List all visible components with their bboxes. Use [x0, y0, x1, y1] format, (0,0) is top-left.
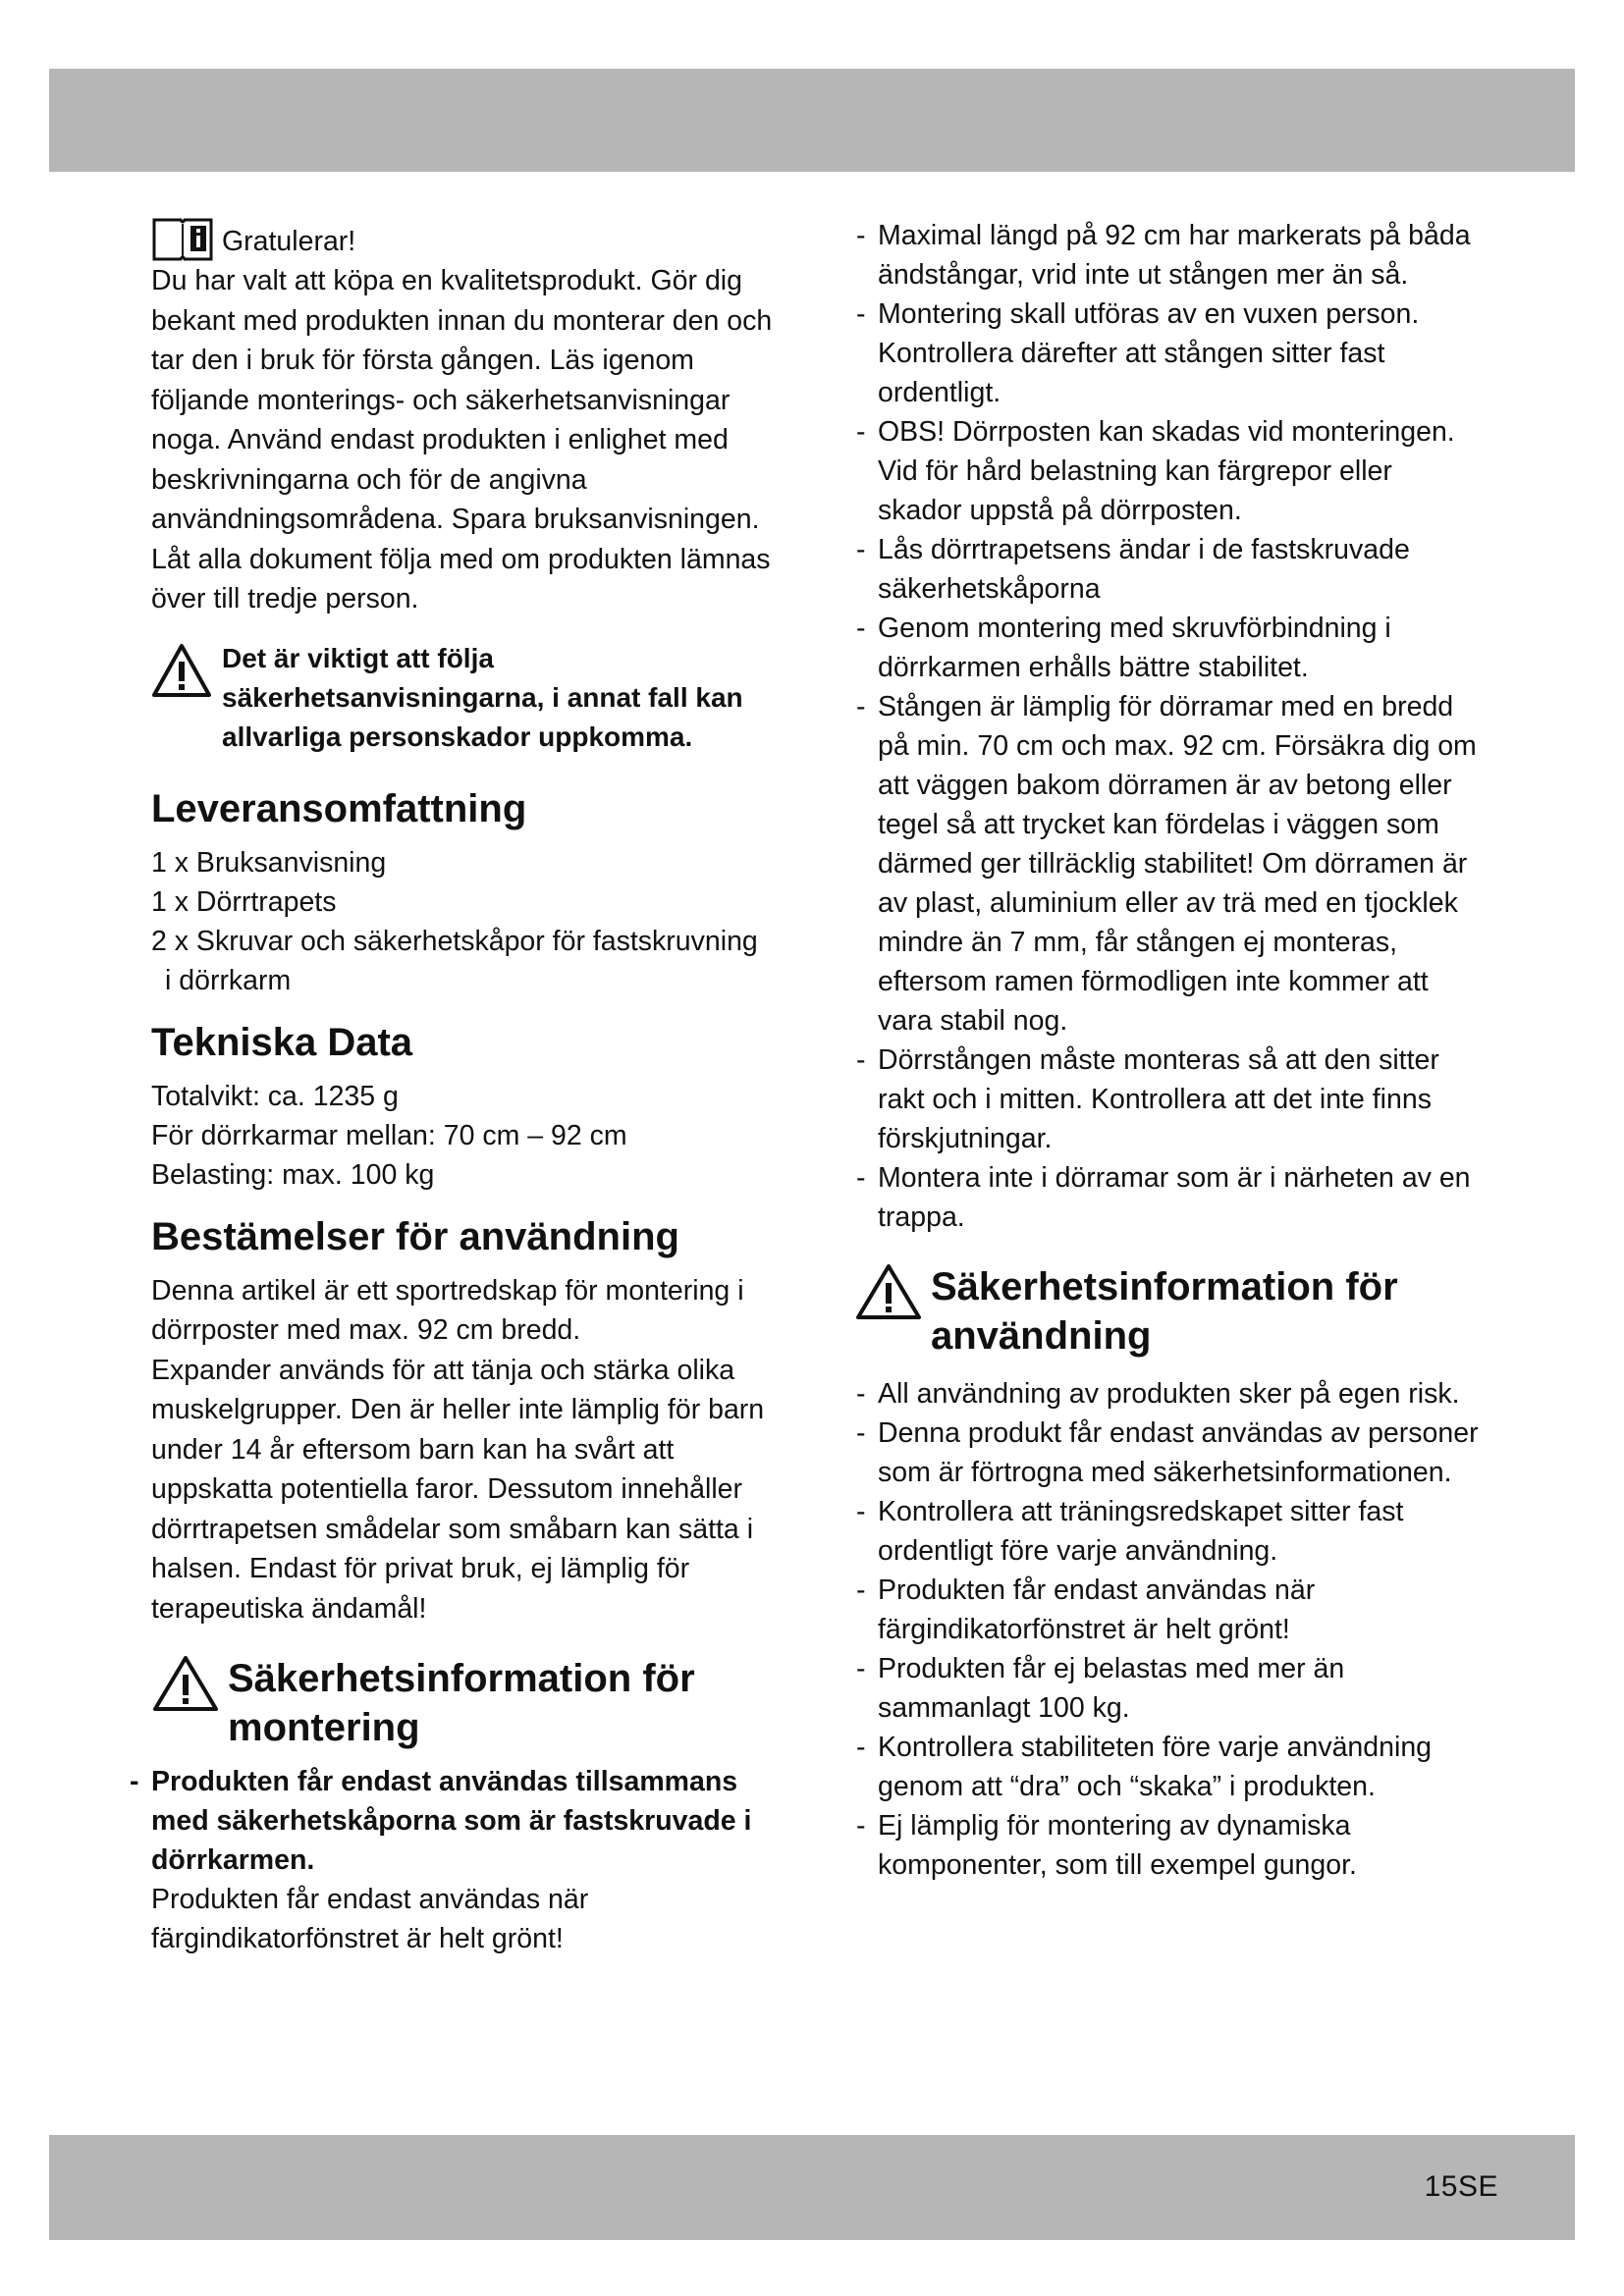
safety-warning [151, 639, 780, 757]
list-item: - Stången är lämplig för dörramar med en bredd på min. 70 cm och max. 92 cm. Försäkra dig om att väggen bakom dörramen är av betong eller tegel så att trycket kan fördelas i väggen som därmed ger tillräcklig stabilitet! Om dörramen är av plast, aluminium eller av trä med en tjocklek mindre än 7 mm, får stången ej monteras, eftersom ramen förmodligen inte kommer att vara stabil nog. [854, 687, 1483, 1041]
delivery-item: 1 x Dörrtrapets [151, 885, 337, 918]
usage-safety-title: Säkerhetsinformation för användning [931, 1265, 1398, 1358]
delivery-item: i dörrkarm [165, 964, 292, 996]
usage-paragraph-2: Expander används för att tänja och stärka olika muskelgrupper. Den är heller inte lämplig för barn under 14 år eftersom barn kan ha svårt att uppskatta potentiella faror. Dessutom innehåller dörrtrapetsen smådelar som småbarn kan sätta i halsen. Endast för privat bruk, ej lämplig för terapeutiska ändamål! [151, 1354, 765, 1625]
list-item: - Maximal längd på 92 cm har markerats på båda ändstångar, vrid inte ut stången mer än så. [854, 216, 1483, 294]
list-item: - Dörrstången måste monteras så att den sitter rakt och i mitten. Kontrollera att det inte finns förskjutningar. [854, 1041, 1483, 1158]
intro-paragraph: Du har valt att köpa en kvalitetsprodukt. Gör dig bekant med produkten innan du monterar den och tar den i bruk för första gången. Läs igenom följande monterings- och säkerhetsanvisningar noga. Använd endast produkten i enlighet med beskrivningarna och för de angivna användningsområdena. Spara bruksanvisningen. [151, 265, 773, 535]
footer-band [49, 2135, 1575, 2240]
tech-data [151, 1077, 780, 1195]
tech-line: För dörrkarmar mellan: 70 cm – 92 cm [151, 1119, 627, 1151]
list-item: - Produkten får ej belastas med mer än sammanlagt 100 kg. [854, 1649, 1483, 1728]
header-band [49, 69, 1575, 172]
list-item: - All användning av produkten sker på egen risk. [854, 1374, 1483, 1414]
intro-paragraph-2: Låt alla dokument följa med om produkten lämnas över till tredje person. [151, 543, 771, 614]
list-item: - OBS! Dörrposten kan skadas vid monteringen. Vid för hård belastning kan färgrepor eller skador uppstå på dörrposten. [854, 412, 1483, 530]
delivery-list [151, 843, 780, 1000]
list-item: - Kontrollera stabiliteten före varje användning genom att “dra” och “skaka” i produkten. [854, 1728, 1483, 1806]
list-item: - Ej lämplig för montering av dynamiska komponenter, som till exempel gungor. [854, 1806, 1483, 1885]
list-item: - Produkten får endast användas när färgindikatorfönstret är helt grönt! [854, 1571, 1483, 1649]
usage-safety-list [854, 1374, 1483, 1885]
list-item: - Genom montering med skruvförbindning i dörrkarmen erhålls bättre stabilitet. [854, 609, 1483, 687]
right-column [854, 216, 1483, 1885]
mounting-safety-heading [151, 1654, 780, 1752]
warning-icon [854, 1262, 923, 1321]
list-item: - Denna produkt får endast användas av personer som är förtrogna med säkerhetsinformationen. [854, 1414, 1483, 1492]
usage-paragraph-1: Denna artikel är ett sportredskap för montering i dörrposter med max. 92 cm bredd. [151, 1274, 744, 1346]
intro-title: Gratulerar! [222, 225, 356, 257]
warning-icon [151, 643, 212, 698]
mounting-safety-subtext: Produkten får endast användas när färgindikatorfönstret är helt grönt! [151, 1884, 589, 1954]
intro-heading [151, 216, 780, 261]
list-item: - Lås dörrtrapetsens ändar i de fastskruvade säkerhetskåporna [854, 530, 1483, 609]
tech-title: Tekniska Data [151, 1020, 413, 1064]
tech-line: Belasting: max. 100 kg [151, 1158, 435, 1191]
page-number: 15SE [1424, 2170, 1498, 2203]
mounting-safety-item: - Produkten får endast användas tillsammans med säkerhetskåporna som är fastskruvade i dörrkarmen. [128, 1762, 780, 1880]
list-item: - Montering skall utföras av en vuxen person. Kontrollera därefter att stången sitter fast ordentligt. [854, 294, 1483, 412]
usage-safety-heading [854, 1262, 1483, 1361]
delivery-item: 2 x Skruvar och säkerhetskåpor för fastskruvning [151, 925, 758, 957]
usage-title: Bestämelser för användning [151, 1214, 679, 1258]
delivery-item: 1 x Bruksanvisning [151, 846, 387, 879]
list-item: - Montera inte i dörramar som är i närheten av en trappa. [854, 1158, 1483, 1237]
warning-icon [151, 1654, 220, 1713]
left-column [151, 216, 780, 1958]
mounting-instructions-list [854, 216, 1483, 1237]
mounting-safety-title: Säkerhetsinformation för montering [228, 1657, 695, 1749]
manual-book-icon [151, 216, 214, 261]
delivery-title: Leveransomfattning [151, 786, 527, 830]
tech-line: Totalvikt: ca. 1235 g [151, 1080, 399, 1112]
warning-text: Det är viktigt att följa säkerhetsanvisningarna, i annat fall kan allvarliga personskador uppkomma. [222, 642, 743, 752]
list-item: - Kontrollera att träningsredskapet sitter fast ordentligt före varje användning. [854, 1492, 1483, 1571]
